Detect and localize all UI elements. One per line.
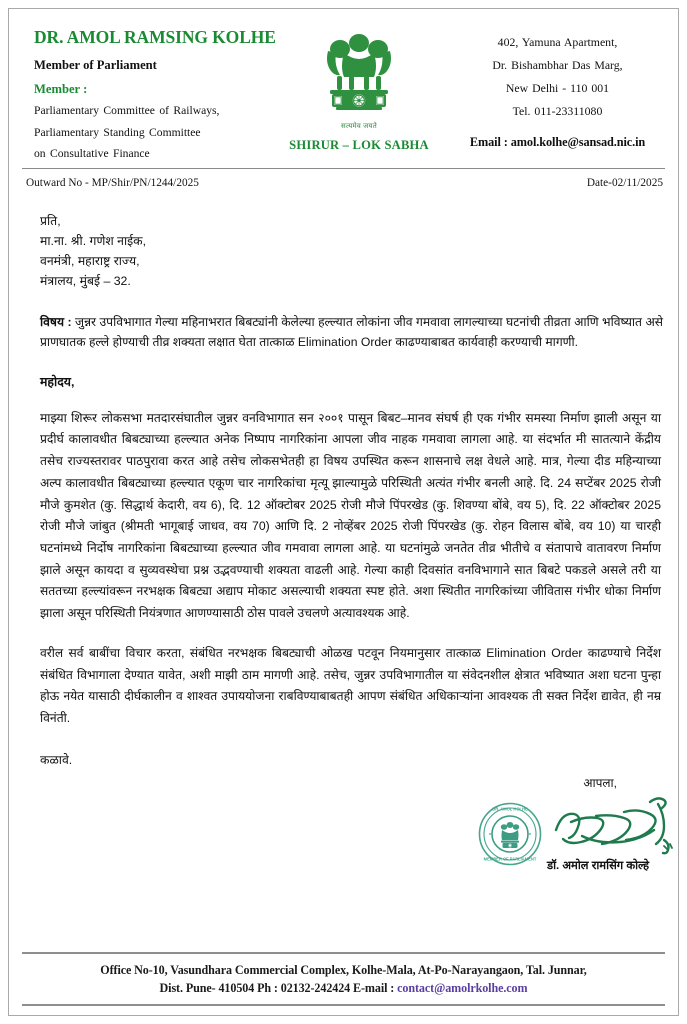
outward-number: Outward No - MP/Shir/PN/1244/2025 — [26, 177, 199, 190]
national-emblem-icon — [274, 29, 444, 121]
addressee-line-2: मा.ना. श्री. गणेश नाईक, — [40, 234, 147, 249]
member-label: Member : — [34, 82, 88, 97]
signature-image — [546, 792, 687, 864]
reference-row — [22, 169, 665, 189]
letter-body — [22, 212, 665, 890]
svg-text:MEMBER OF PARLIAMENT: MEMBER OF PARLIAMENT — [483, 856, 537, 862]
committee-line-1: Parliamentary Committee of Railways, — [34, 104, 220, 118]
closing-note: कळावे. — [40, 752, 73, 767]
address-line-1: 402, Yamuna Apartment, — [497, 35, 618, 49]
footer-phone-text: Dist. Pune- 410504 Ph : 02132-242424 E-mail : — [159, 980, 398, 995]
body-paragraph-1: माझ्या शिरूर लोकसभा मतदारसंघातील जुन्नर वनविभागात सन २००१ पासून बिबट–मानव संघर्ष ही एक गंभीर समस्या निर्माण झाली असून या प्रदीर्घ कालावधीत बिबट्याच्या हल्ल्यात अनेक निष्पाप नागरिकांना आपला जीव नाहक गमवावा लागला आहे. या संदर्भात मी सातत्याने केंद्रीय तसेच राज्यस्तरावर पाठपुरावा करत आहे तसेच लोकसभेतही हा विषय उपस्थित करून शासनाचे लक्ष वेधले आहे. मात्र, गेल्या दीड महिन्याच्या अल्प कालावधीत बिबट्याच्या हल्ल्यात एकूण चार नागरिकांचा मृत्यू झाल्यामुळे परिस्थिती अत्यंत गंभीर बनली आहे. दि. 24 सप्टेंबर 2025 रोजी मौजे कुमशेत (कु. सिद्धार्थ केदारी, वय 6), दि. 12 ऑक्टोबर 2025 रोजी मौजे पिंपरखेड (कु. शिवण्या बोंबे, वय 5), दि. 22 ऑक्टोबर 2025 रोजी मौजे जांबुत (श्रीमती भागूबाई जाधव, वय 70) आणि दि. 2 नोव्हेंबर 2025 रोजी पिंपरखेड (कु. रोहन विलास बोंबे, वय 10) या चारही घटनांमध्ये निर्दोष नागरिकांना बिबट्याच्या हल्ल्यात जीव गमवावा लागला आहे. या घटनांमुळे जनतेत तीव्र भीतीचे व संतापाचे वातावरण निर्माण झाले असून कायदा व सुव्यवस्थेचा प्रश्न उद्भवण्याची शक्यता वाढली आहे. गेल्या काही दिवसांत वनविभागाने सात बिबटे पकडले असले तरी या सततच्या हल्ल्यांवरून नरभक्षक बिबट्या अद्याप मोकाट असल्याची शक्यता स्पष्ट होते. अशा स्थितीत नागरिकांच्या जीवितास गंभीर धोका निर्माण झाला असून परिस्थिती नियंत्रणात आणण्यासाठी ठोस पावले उचलणे अत्यावश्यक आहे. — [40, 410, 661, 621]
body-paragraph-2: वरील सर्व बाबींचा विचार करता, संबंधित नरभक्षक बिबट्याची ओळख पटवून नियमानुसार तात्काळ Elimination Order काढण्याचे निर्देश संबंधित विभागाला देण्यात यावेत, अशी माझी ठाम मागणी आहे. तसेच, जुन्नर उपविभागातील या संवेदनशील क्षेत्रात भविष्यात अशा घटना पुन्हा होऊ नयेत यासाठी दीर्घकालीन व शाश्वत उपाययोजना राबविण्याबाबतही आपण संबंधित अधिकाऱ्यांना आवश्यक ती सक्त निर्देश द्यावेत, ही नम्र विनंती. — [40, 645, 661, 726]
page-title: DR. AMOL RAMSING KOLHE — [34, 27, 276, 47]
footer-address-line-1: Office No-10, Vasundhara Commercial Complex, Kolhe-Mala, At-Po-Narayangaon, Tal. Junnar, — [100, 962, 587, 977]
addressee-line-3: वनमंत्री, महाराष्ट्र राज्य, — [40, 253, 140, 268]
committee-line-3: on Consultative Finance — [34, 146, 150, 160]
letter-date: Date-02/11/2025 — [586, 177, 663, 190]
address-line-2: Dr. Bishambhar Das Marg, — [492, 58, 623, 73]
constituency-label: SHIRUR – LOK SABHA — [289, 138, 429, 152]
footer-divider-top — [22, 952, 665, 954]
salutation: महोदय, — [40, 374, 75, 389]
subject-line — [26, 312, 663, 353]
footer — [22, 952, 665, 1006]
subject-label: विषय : — [40, 314, 72, 329]
footer-divider-bottom — [22, 1004, 665, 1006]
telephone-line: Tel. 011-23311080 — [512, 104, 603, 119]
signature-area — [26, 770, 663, 890]
emblem-motto: सत्यमेव जयते — [341, 123, 377, 130]
footer-address-line-2 — [22, 979, 665, 997]
yours-faithfully: आपला, — [583, 775, 617, 790]
footer-email-link[interactable]: contact@amolrkolhe.com — [397, 980, 528, 995]
header-email: Email : amol.kolhe@sansad.nic.in — [469, 134, 646, 149]
letterhead-center — [274, 27, 444, 153]
official-seal-icon — [478, 802, 542, 866]
addressee-line-1: प्रति, — [40, 214, 61, 229]
addressee-line-4: मंत्रालय, मुंबई – 32. — [40, 273, 131, 288]
letterhead-left — [22, 27, 274, 161]
svg-text:DR. AMOL KOLHE: DR. AMOL KOLHE — [492, 806, 528, 812]
mp-role-label: Member of Parliament — [34, 58, 157, 72]
letterhead — [22, 9, 665, 161]
addressee-block — [26, 212, 663, 292]
letterhead-right — [444, 27, 665, 150]
subject-text: जुन्नर उपविभागात गेल्या महिनाभरात बिबट्यांनी केलेल्या हल्ल्यात लोकांना जीव गमवावा लागल्याच्या घटनांची तीव्रता आणि भविष्यात असे प्राणघातक हल्ले होण्याची तीव्र शक्यता लक्षात घेता तात्काळ Elimination Order काढण्याबाबत कार्यवाही करण्याची मागणी. — [40, 314, 664, 350]
signer-name: डॉ. अमोल रामसिंग कोल्हे — [546, 859, 649, 872]
address-line-3: New Delhi - 110 001 — [505, 81, 610, 96]
committee-line-2: Parliamentary Standing Committee — [34, 125, 201, 139]
